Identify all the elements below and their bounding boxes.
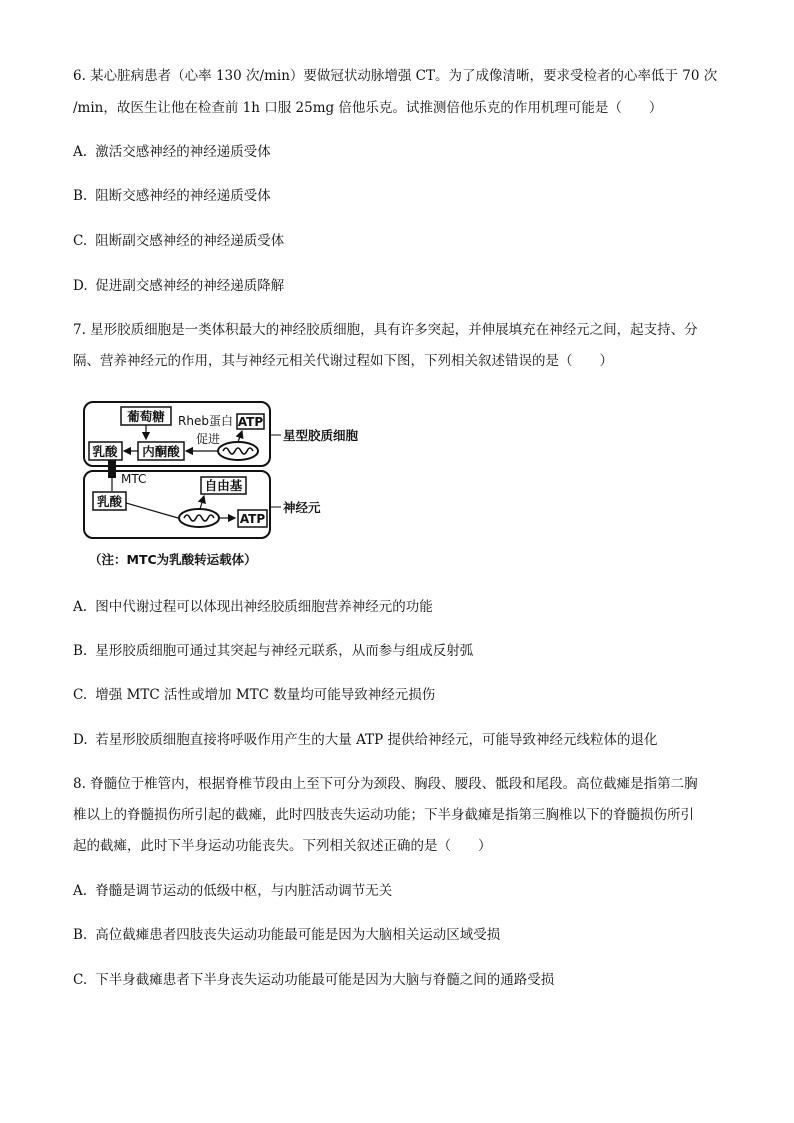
option-label: C. bbox=[73, 687, 88, 703]
option-label: A. bbox=[73, 599, 88, 615]
lactate-label-top: 乳酸 bbox=[92, 444, 118, 459]
astrocyte-neuron-diagram bbox=[80, 395, 380, 545]
option-text: 若星形胶质细胞直接将呼吸作用产生的大量 ATP 提供给神经元，可能导致神经元线粒体的退化 bbox=[95, 732, 658, 748]
rheb-label: Rheb蛋白 bbox=[178, 414, 233, 428]
option-text: 促进副交感神经的神经递质降解 bbox=[95, 278, 285, 294]
neuron-label: 神经元 bbox=[283, 500, 321, 515]
free-radical-label: 自由基 bbox=[204, 478, 243, 493]
option-label: B. bbox=[73, 643, 88, 659]
q8-stem-line1: 8. 脊髓位于椎管内，根据脊椎节段由上至下可分为颈段、胸段、腰段、骶段和尾段。高位截瘫是指第二胸 bbox=[73, 776, 698, 792]
q8-stem-line2: 椎以上的脊髓损伤所引起的截瘫，此时四肢丧失运动功能；下半身截瘫是指第三胸椎以下的脊髓损伤所引 bbox=[73, 807, 694, 823]
mito-to-atp-arrow-top bbox=[238, 431, 242, 442]
option-label: B. bbox=[73, 188, 88, 204]
option-label: A. bbox=[73, 144, 88, 160]
option-text: 高位截瘫患者四肢丧失运动功能最可能是因为大脑相关运动区域受损 bbox=[95, 927, 501, 943]
option-label: D. bbox=[73, 732, 88, 748]
option-text: 阻断副交感神经的神经递质受体 bbox=[95, 233, 285, 249]
q7-option-b bbox=[73, 641, 473, 661]
q6-option-d bbox=[73, 276, 284, 296]
option-text: 下半身截瘫患者下半身丧失运动功能最可能是因为大脑与脊髓之间的通路受损 bbox=[95, 972, 555, 988]
option-text: 激活交感神经的神经递质受体 bbox=[95, 144, 271, 160]
option-text: 增强 MTC 活性或增加 MTC 数量均可能导致神经元损伤 bbox=[95, 687, 436, 703]
q6-option-c bbox=[73, 231, 284, 251]
q6-stem-line2: /min，故医生让他在检查前 1h 口服 25mg 倍他乐克。试推测倍他乐克的作用机理可能是（ ） bbox=[73, 100, 663, 116]
option-text: 脊髓是调节运动的低级中枢，与内脏活动调节无关 bbox=[95, 883, 393, 899]
q7-stem-line1: 7. 星形胶质细胞是一类体积最大的神经胶质细胞，具有许多突起，并伸展填充在神经元之间，起支持、分 bbox=[73, 322, 698, 338]
mitochondrion-top-icon bbox=[218, 442, 258, 460]
mtc-transporter-icon bbox=[108, 460, 116, 478]
q6-stem-line1: 6. 某心脏病患者（心率 130 次/min）要做冠状动脉增强 CT。为了成像清晰，要求受检者的心率低于 70 次 bbox=[73, 68, 718, 84]
option-text: 阻断交感神经的神经递质受体 bbox=[95, 188, 271, 204]
option-label: B. bbox=[73, 927, 88, 943]
option-label: A. bbox=[73, 883, 88, 899]
q8-option-c bbox=[73, 970, 554, 990]
mito-to-free-radical-arrow bbox=[200, 496, 204, 509]
mtc-label: MTC bbox=[121, 472, 147, 486]
pyruvate-label: 内酮酸 bbox=[142, 444, 180, 459]
q8-option-b bbox=[73, 925, 500, 945]
option-label: D. bbox=[73, 278, 88, 294]
q7-option-c bbox=[73, 685, 435, 705]
atp-label-bottom: ATP bbox=[239, 512, 266, 526]
atp-label-top: ATP bbox=[237, 415, 264, 429]
q6-option-a bbox=[73, 142, 271, 162]
lactate-to-mito-line bbox=[126, 503, 178, 518]
glucose-label: 葡萄糖 bbox=[127, 409, 165, 424]
mitochondrion-bottom-icon bbox=[179, 509, 219, 527]
q7-stem-line2: 隔、营养神经元的作用，其与神经元相关代谢过程如下图，下列相关叙述错误的是（ ） bbox=[73, 353, 613, 369]
option-label: C. bbox=[73, 233, 88, 249]
astrocyte-label: 星型胶质细胞 bbox=[283, 428, 359, 443]
diagram-note: （注：MTC为乳酸转运载体） bbox=[89, 552, 257, 567]
q8-option-a bbox=[73, 881, 392, 901]
option-text: 星形胶质细胞可通过其突起与神经元联系，从而参与组成反射弧 bbox=[95, 643, 474, 659]
lactate-label-bottom: 乳酸 bbox=[96, 494, 123, 509]
promote-label: 促进 bbox=[196, 432, 221, 446]
q6-option-b bbox=[73, 186, 271, 206]
q8-stem-line3: 起的截瘫，此时下半身运动功能丧失。下列相关叙述正确的是（ ） bbox=[73, 838, 492, 854]
option-label: C. bbox=[73, 972, 88, 988]
option-text: 图中代谢过程可以体现出神经胶质细胞营养神经元的功能 bbox=[95, 599, 433, 615]
q7-option-d bbox=[73, 730, 657, 750]
q7-option-a bbox=[73, 597, 433, 617]
